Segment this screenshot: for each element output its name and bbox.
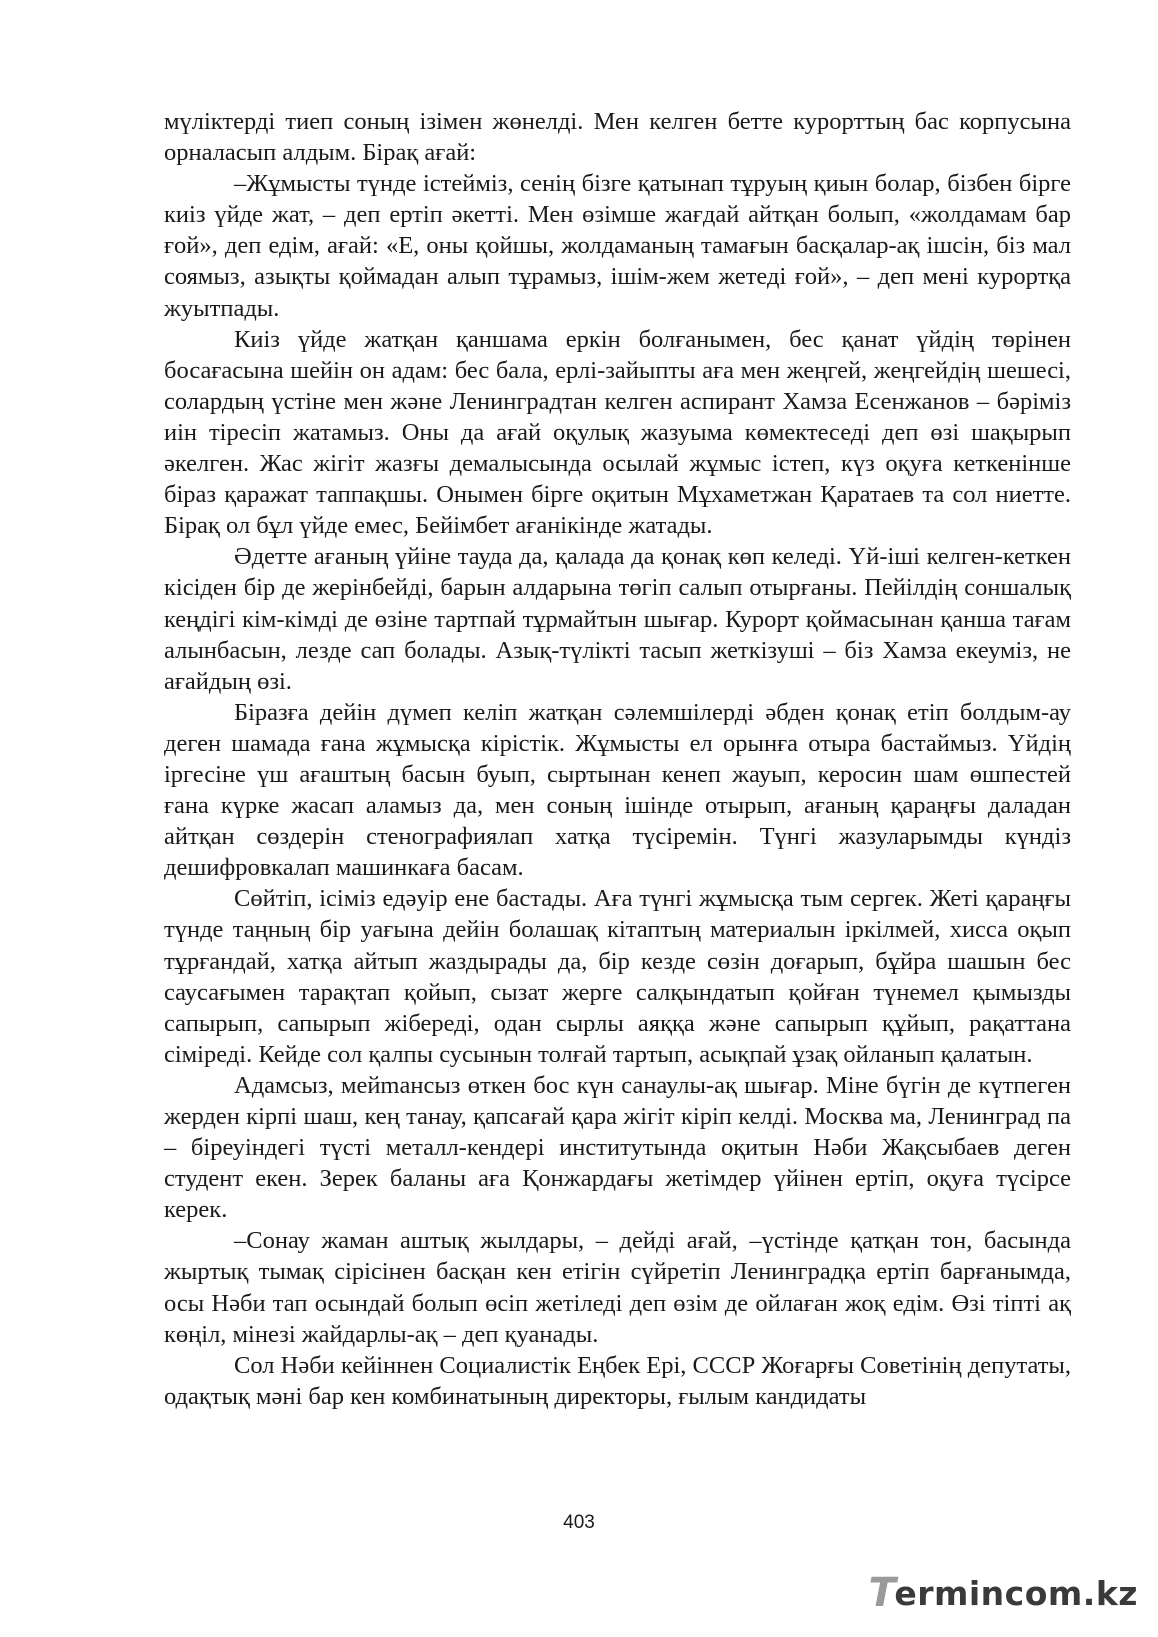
page-body	[164, 106, 1071, 1412]
paragraph-3: Киіз үйде жатқан қаншама еркін болғанымен, бес қанат үйдің төрінен босағасына шейін он адам: бес бала, ерлі-зайыпты аға мен жеңгей, жеңгейдің шешесі, солардың үстіне мен және Ленинградтан келген аспирант Хамза Есенжанов – бәріміз иін тіресіп жатамыз. Оны да ағай оқулық жазуыма көмектеседі деп өзі шақырып әкелген. Жас жігіт жазғы демалысында осылай жұмыс істеп, күз оқуға кеткенінше біраз қаражат таппақшы. Онымен бірге оқитын Мұхаметжан Қаратаев та сол ниетте. Бірақ ол бұл үйде емес, Бейімбет ағанікінде жатады.	[164, 325, 1071, 540]
paragraph-8: –Сонау жаман аштық жылдары, – дейді ағай, –үстінде қатқан тон, басында жыртық тымақ сірісінен басқан кен етігін сүйретіп Ленинградқа ертіп барғанымда, осы Нәби тап осындай болып өсіп жетіледі деп өзім де ойлаған жоқ едім. Өзі тіпті ақ көңіл, мінезі жайдарлы-ақ – деп қуанады.	[164, 1227, 1071, 1348]
watermark-text: erminc	[894, 1573, 1025, 1613]
watermark-t-glyph: T	[868, 1570, 897, 1616]
page-number: 403	[563, 1512, 595, 1533]
watermark-suffix: m.kz	[1047, 1573, 1138, 1613]
watermark-logo	[869, 1570, 1138, 1616]
paragraph-2: –Жұмысты түнде істейміз, сенің бізге қатынап тұруың қиын болар, бізбен бірге киіз үйде жат, – деп ертіп әкетті. Мен өзімше жағдай айтқан болып, «жолдамам бар ғой», деп едім, ағай: «Е, оны қойшы, жолдаманың тамағын басқалар-ақ ішсін, біз мал соямыз, азықты қоймадан алып тұрамыз, ішім-жем жетеді ғой», – деп мені курортқа жуытпады.	[164, 170, 1071, 322]
paragraph-5: Біразға дейін дүмеп келіп жатқан сәлемшілерді әбден қонақ етіп болдым-ау деген шамада ғана жұмысқа кірістік. Жұмысты ел орынға отыра бастаймыз. Үйдің іргесіне үш ағаштың басын буып, сыртынан кенеп жауып, керосин шам өшпестей ғана күрке жасап аламыз да, мен соның ішінде отырып, ағаның қараңғы даладан айтқан сөздерін стенографиялап хатқа түсіремін. Түнгі жазуларымды күндіз дешифровкалап машинкаға басам.	[164, 698, 1071, 882]
paragraph-1: мүліктерді тиеп соның ізімен жөнелді. Мен келген бетте курорттың бас корпусына орналасып алдым. Бірақ ағай:	[164, 108, 1071, 167]
paragraph-4: Әдетте ағаның үйіне тауда да, қалада да қонақ көп келеді. Үй-іші келген-кеткен кісіден бір де жерінбейді, барын алдарына төгіп салып отырғаны. Пейілдің соншалық кеңдігі кім-кімді де өзіне тартпай тұрмайтын шығар. Курорт қоймасынан қанша тағам алынбасын, лезде сап болады. Азық-түлікті тасып жеткізуші – біз Хамза екеуміз, не ағайдың өзі.	[164, 543, 1071, 695]
paragraph-9: Сол Нәби кейіннен Социалистік Еңбек Ері, СССР Жоғарғы Советінің депутаты, одақтық мәні бар кен комбинатының директоры, ғылым кандидаты	[164, 1351, 1071, 1410]
watermark-o-glyph: o	[1024, 1573, 1048, 1613]
paragraph-7: Адамсыз, мейmансыз өткен бос күн санаулы-ақ шығар. Міне бүгін де күтпеген жерден кірпі шаш, кең танау, қапсағай қара жігіт кіріп келді. Москва ма, Ленинград па – біреуіндегі түсті металл-кендері институтында оқитын Нәби Жақсыбаев деген студент екен. Зерек баланы аға Қонжардағы жетімдер үйінен ертіп, оқуға түсірсе керек.	[164, 1071, 1071, 1224]
paragraph-6: Сөйтіп, ісіміз едәуір ене бастады. Аға түнгі жұмысқа тым сергек. Жеті қараңғы түнде таңның бір уағына дейін болашақ кітаптың материалын іркілмей, хисса оқып тұрғандай, хатқа айтып жаздырады да, бір кезде сөзін доғарып, бұйра шашын бес саусағымен тарақтап қойып, сызат жерге салқындатып қойған түнемел қымызды сапырып, сапырып жібереді, одан сырлы аяққа және сапырып құйып, рақаттана сіміреді. Кейде сол қалпы сусынын толғай тартып, асықпай ұзақ ойланып қалатын.	[164, 885, 1071, 1068]
